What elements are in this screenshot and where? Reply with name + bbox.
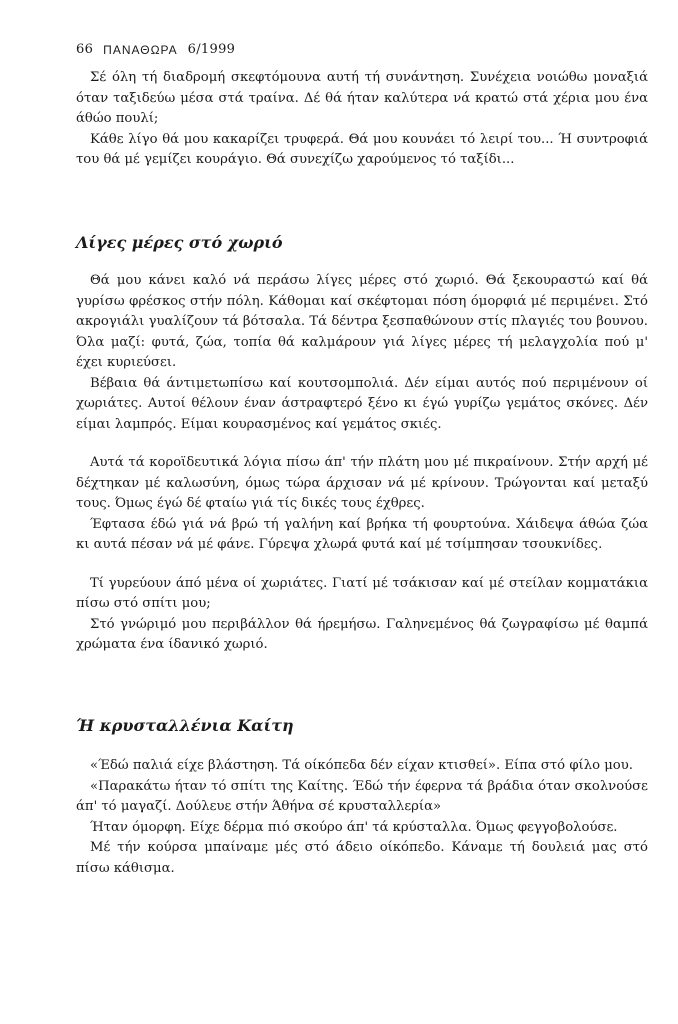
paragraph: «Παρακάτω ήταν τό σπίτι της Καίτης. Έδώ τήν έφερνα τά βράδια όταν σκολνούσε άπ' τό μαγαζί. Δούλευε στήν Άθήνα σέ κρυσταλλερία»	[76, 778, 648, 814]
paragraph: Σέ όλη τή διαδρομή σκεφτόμουνα αυτή τή συνάντηση. Συνέχεια νοιώθω μοναξιά όταν ταξιδεύω μέσα στά τραίνα. Δέ θά ήταν καλύτερα νά κρατώ στά χέρια μου ένα άθώο πουλί;	[76, 70, 648, 126]
paragraph: Έφτασα έδώ γιά νά βρώ τή γαλήνη καί βρήκα τή φουρτούνα. Χάιδεψα άθώα ζώα κι αυτά πέσαν νά μέ φάνε. Γύρεψα χλωρά φυτά καί μέ τσίμπησαν τσουκνίδες.	[76, 516, 648, 552]
section-title: Λίγες μέρες στό χωριό	[76, 232, 283, 252]
page-header	[76, 42, 235, 57]
page-number: 66	[76, 42, 94, 57]
paragraph: Αυτά τά κοροϊδευτικά λόγια πίσω άπ' τήν πλάτη μου μέ πικραίνουν. Στήν αρχή μέ δέχτηκαν μέ καλωσύνη, όμως τώρα άρχισαν νά μέ κρίνουν. Τρώγονται καί μεταξύ τους. Όμως έγώ δέ φταίω γιά τίς δικές τους έχθρες.	[76, 455, 648, 511]
journal-logo: ΠΑΝΑΘΩΡΑ	[103, 42, 178, 57]
page-body	[76, 68, 648, 879]
paragraph: «Έδώ παλιά είχε βλάστηση. Τά οίκόπεδα δέν είχαν κτισθεί». Είπα στό φίλο μου.	[90, 758, 633, 773]
paragraph: Στό γνώριμό μου περιβάλλον θά ήρεμήσω. Γαληνεμένος θά ζωγραφίσω μέ θαμπά χρώματα ένα ίδανικό χωριό.	[76, 616, 648, 652]
section-title: Ή κρυσταλλένια Καίτη	[76, 715, 294, 735]
paragraph: Κάθε λίγο θά μου κακαρίζει τρυφερά. Θά μου κουνάει τό λειρί του... Ή συντροφιά του θά μέ γεμίζει κουράγιο. Θά συνεχίζω χαρούμενος τό ταξίδι...	[76, 131, 648, 167]
paragraph: Βέβαια θά άντιμετωπίσω καί κουτσομπολιά. Δέν είμαι αυτός πού περιμένουν οί χωριάτες. Αυτοί θέλουν έναν άστραφτερό ξένο κι έγώ γυρίζω γεμάτος σκόνες. Δέν είμαι λαμπρός. Είμαι κουρασμένος καί γεμάτος σκιές.	[76, 375, 648, 432]
paragraph: Θά μου κάνει καλό νά περάσω λίγες μέρες στό χωριό. Θά ξεκουραστώ καί θά γυρίσω φρέσκος στήν πόλη. Κάθομαι καί σκέφτομαι πόση όμορφιά μέ περιμένει. Στό ακρογιάλι γυαλίζουν τά βότσαλα. Τά δέντρα ξεσπαθώνουν στίς πλαγιές του βουνου. Όλα μαζί: φυτά, ζώα, τοπία θά καλμάρουν γιά λίγες μέρες τή μελαγχολία πού μ' έχει κυριεύσει.	[76, 273, 648, 370]
issue-number: 6/1999	[187, 42, 236, 57]
paragraph: Ήταν όμορφη. Είχε δέρμα πιό σκούρο άπ' τά κρύσταλλα. Όμως φεγγοβολούσε.	[90, 819, 618, 835]
paragraph: Μέ τήν κούρσα μπαίναμε μές στό άδειο οίκόπεδο. Κάναμε τή δουλειά μας στό πίσω κάθισμα.	[76, 840, 648, 876]
paragraph: Τί γυρεύουν άπό μένα οί χωριάτες. Γιατί μέ τσάκισαν καί μέ στείλαν κομματάκια πίσω στό σπίτι μου;	[76, 575, 648, 611]
